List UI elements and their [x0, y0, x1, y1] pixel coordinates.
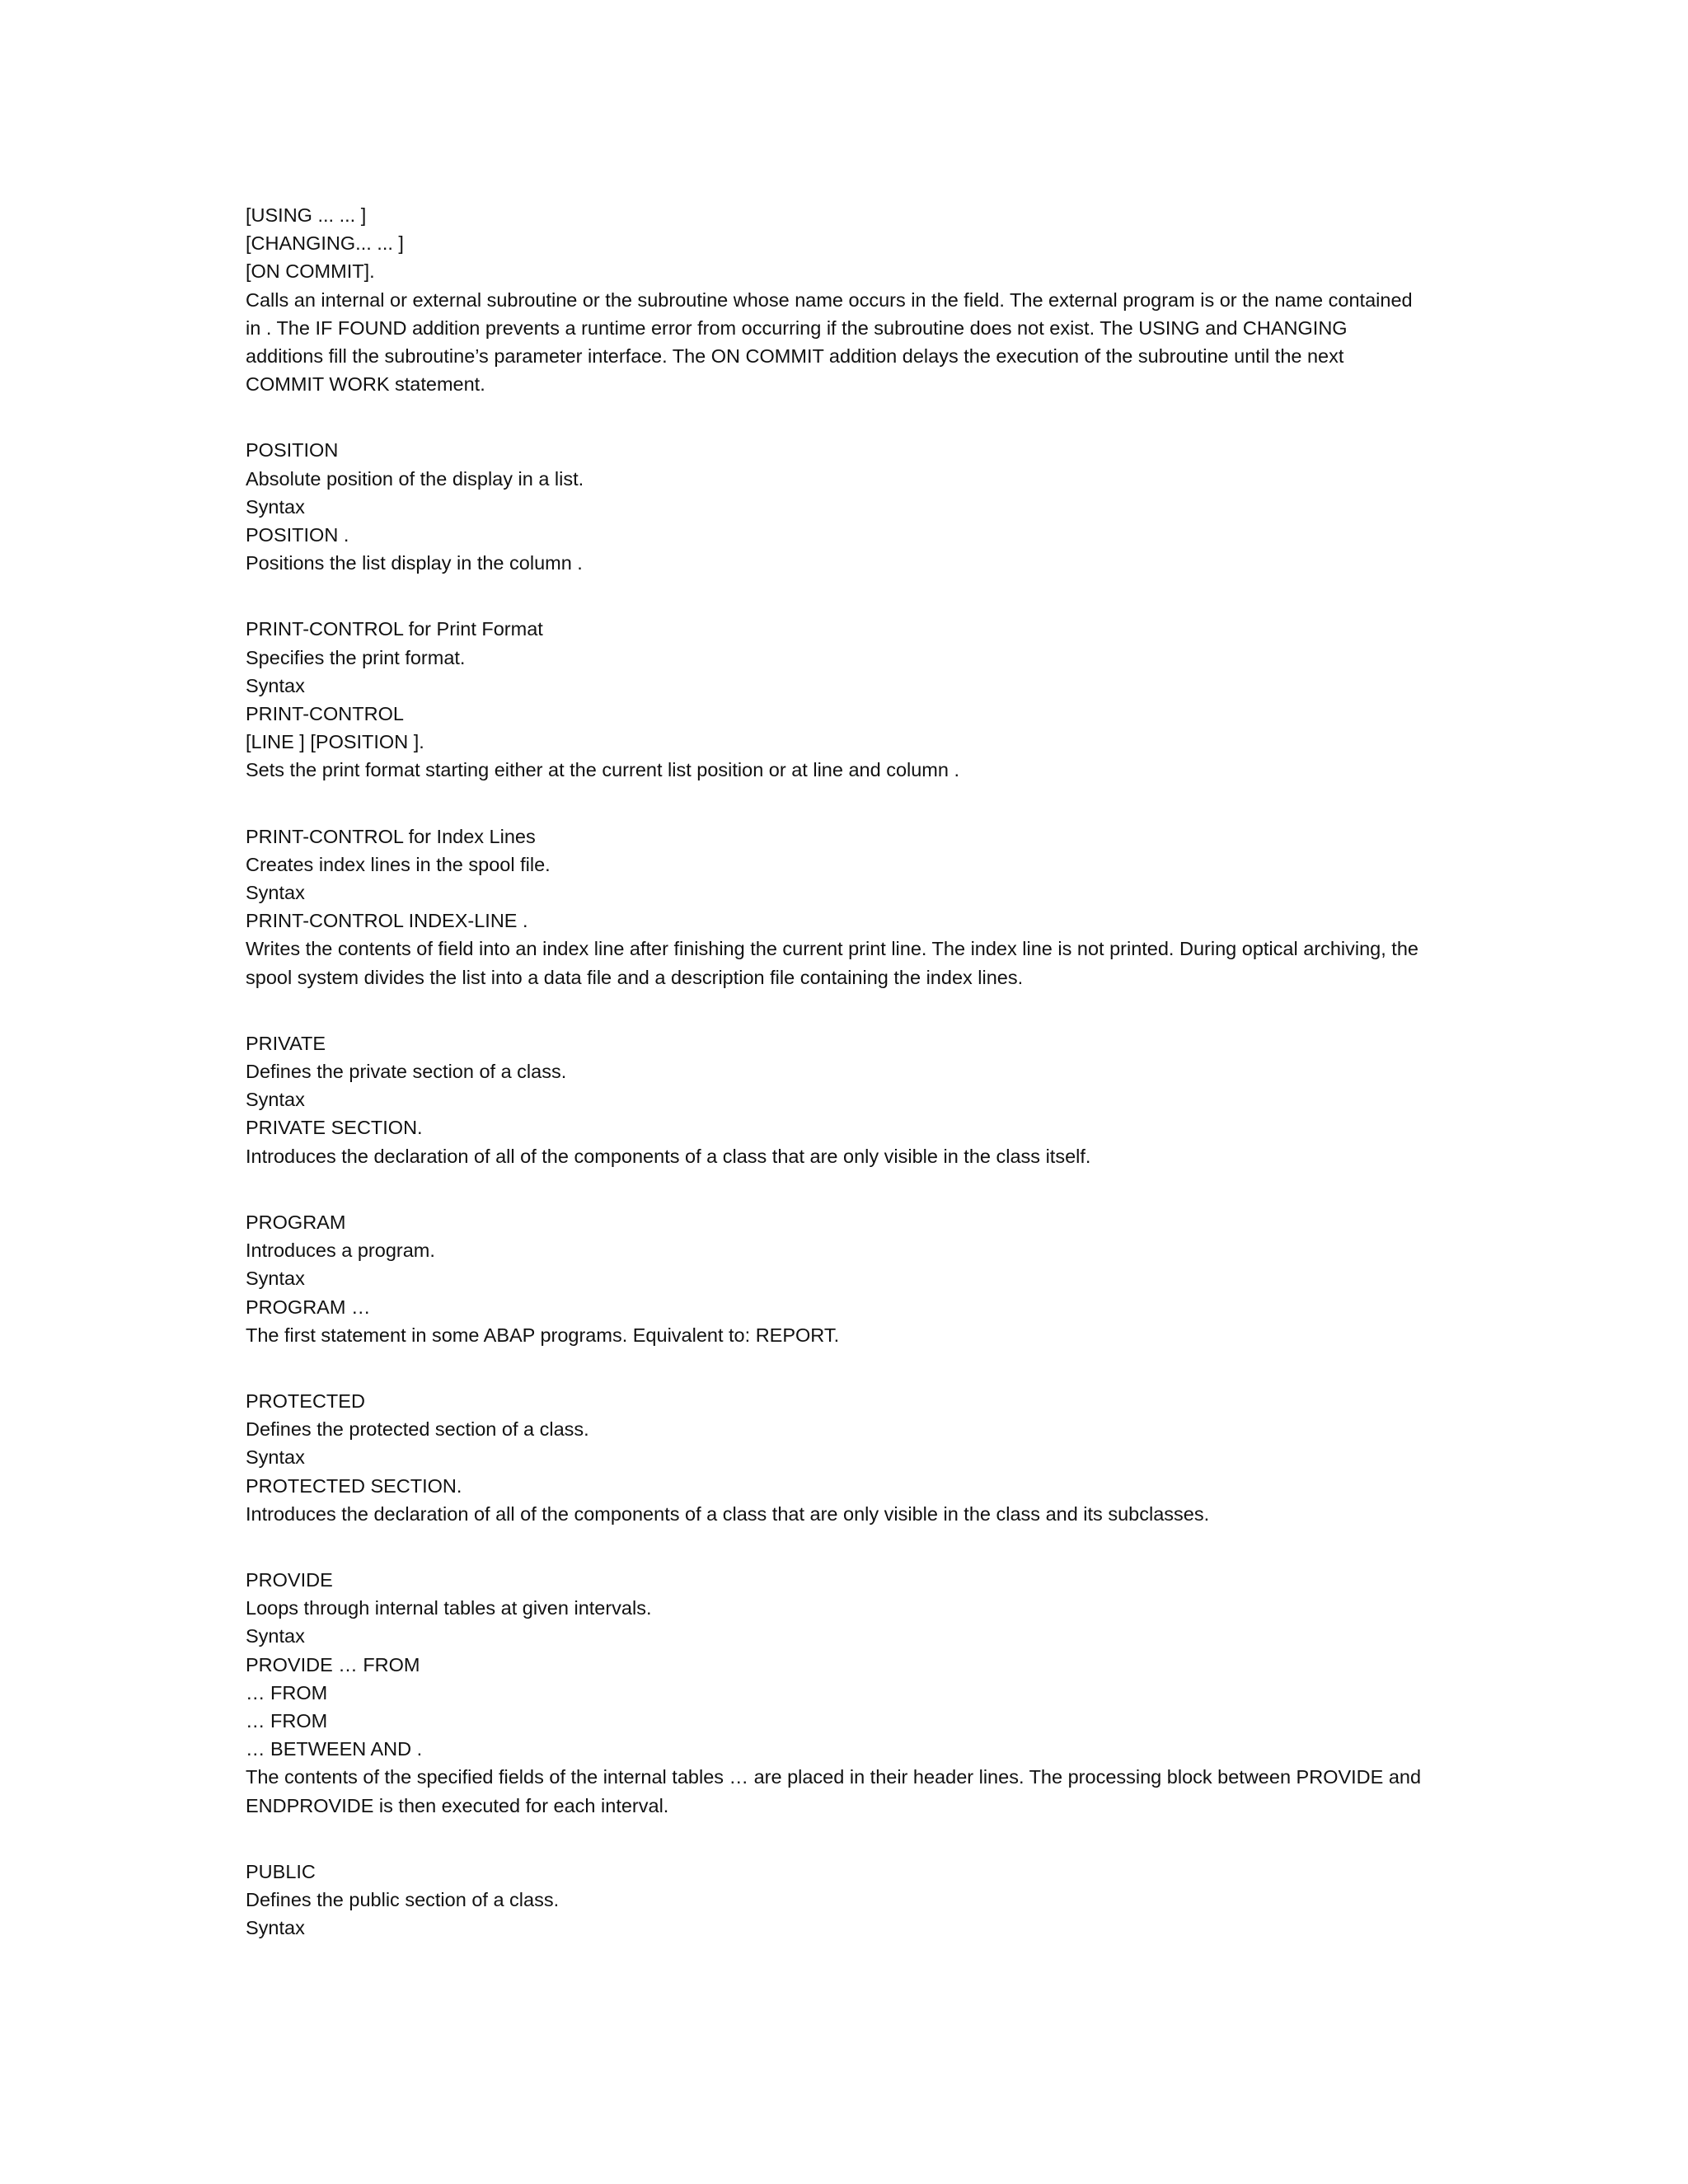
syntax-label: Syntax [246, 674, 305, 696]
intro-block [246, 201, 1424, 398]
syntax-label: Syntax [246, 1917, 305, 1939]
entry-summary: Absolute position of the display in a list. [246, 467, 584, 490]
entry-title: PROGRAM [246, 1211, 346, 1233]
entry-description: Positions the list display in the column . [246, 552, 583, 574]
entries-list [246, 436, 1424, 1942]
keyword-entry [246, 1029, 1424, 1170]
syntax-line: POSITION . [246, 524, 349, 546]
keyword-entry [246, 1387, 1424, 1528]
syntax-line: … BETWEEN AND . [246, 1738, 423, 1760]
keyword-entry [246, 1858, 1424, 1943]
syntax-line: … FROM [246, 1681, 328, 1704]
entry-summary: Defines the private section of a class. [246, 1061, 567, 1083]
syntax-label: Syntax [246, 495, 305, 518]
syntax-line: PRIVATE SECTION. [246, 1117, 423, 1139]
entry-title: PUBLIC [246, 1860, 316, 1882]
keyword-entry [246, 436, 1424, 577]
entry-title: PRIVATE [246, 1032, 326, 1054]
keyword-entry [246, 823, 1424, 991]
entry-summary: Introduces a program. [246, 1240, 435, 1262]
entry-description: Sets the print format starting either at the current list position or at line and column . [246, 759, 960, 781]
entry-summary: Loops through internal tables at given intervals. [246, 1597, 652, 1619]
syntax-line: PROGRAM … [246, 1296, 371, 1318]
entry-description: Introduces the declaration of all of the components of a class that are only visible in the class and its subclasses. [246, 1502, 1210, 1525]
syntax-line: PROVIDE … FROM [246, 1653, 420, 1675]
document-page [246, 201, 1424, 1942]
syntax-line: [USING ... ... ] [246, 204, 367, 226]
keyword-entry [246, 615, 1424, 784]
syntax-line: [CHANGING... ... ] [246, 232, 404, 255]
entry-title: PROVIDE [246, 1568, 333, 1591]
syntax-label: Syntax [246, 1625, 305, 1647]
syntax-line: PRINT-CONTROL INDEX-LINE . [246, 910, 528, 932]
entry-title: PRINT-CONTROL for Index Lines [246, 825, 536, 847]
syntax-line: [LINE ] [POSITION ]. [246, 731, 424, 753]
syntax-line: [ON COMMIT]. [246, 260, 375, 283]
entry-title: PROTECTED [246, 1390, 365, 1412]
entry-title: POSITION [246, 439, 339, 462]
syntax-line: … FROM [246, 1709, 328, 1732]
entry-summary: Specifies the print format. [246, 646, 466, 668]
entry-summary: Defines the protected section of a class. [246, 1418, 589, 1441]
entry-summary: Defines the public section of a class. [246, 1888, 560, 1910]
syntax-line: PRINT-CONTROL [246, 703, 404, 725]
entry-title: PRINT-CONTROL for Print Format [246, 618, 543, 640]
entry-description: Introduces the declaration of all of the components of a class that are only visible in the class itself. [246, 1145, 1091, 1167]
syntax-label: Syntax [246, 1446, 305, 1469]
description: Calls an internal or external subroutine or the subroutine whose name occurs in the field. The external program is or the name contained in . The IF FOUND addition prevents a runtime error from occurring if the subroutine does not exist. The USING and CHANGING additions fill the subroutine’s parameter interface. The ON COMMIT addition delays the execution of the subroutine until the next COMMIT WORK statement. [246, 288, 1413, 396]
syntax-label: Syntax [246, 1268, 305, 1290]
syntax-label: Syntax [246, 1089, 305, 1111]
syntax-label: Syntax [246, 882, 305, 904]
entry-description: Writes the contents of field into an index line after finishing the current print line. The index line is not printed. During optical archiving, the spool system divides the list into a data file and a description file containing the index lines. [246, 938, 1418, 988]
entry-description: The first statement in some ABAP programs. Equivalent to: REPORT. [246, 1324, 840, 1346]
keyword-entry [246, 1566, 1424, 1820]
entry-summary: Creates index lines in the spool file. [246, 853, 551, 875]
syntax-line: PROTECTED SECTION. [246, 1474, 462, 1497]
entry-description: The contents of the specified fields of the internal tables … are placed in their header lines. The processing block between PROVIDE and ENDPROVIDE is then executed for each interval. [246, 1766, 1422, 1816]
keyword-entry [246, 1208, 1424, 1349]
